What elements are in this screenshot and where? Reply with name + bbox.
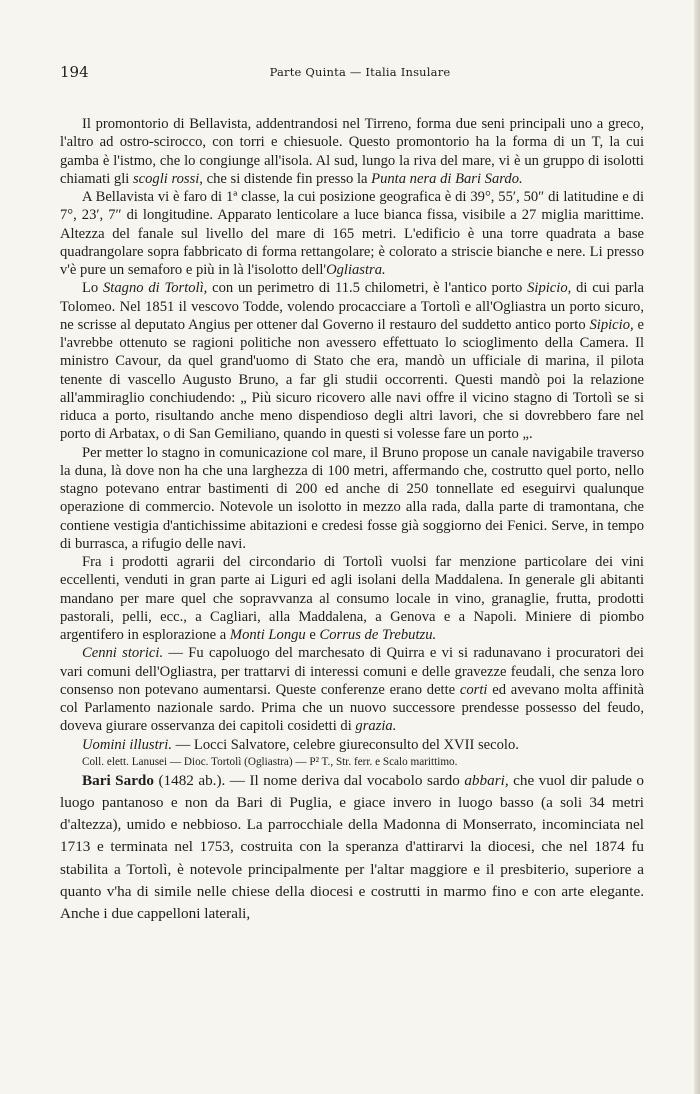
text-run: A Bellavista vi è faro di 1ª classe, la cui posizione geografica è di 39°, 55′, 50″ di latitudine e di 7°, 23′, 7″ di longitudine. Apparato lenticolare a luce bianca fissa, visibile a 27 miglia marittime. Altezza del fanale sul livello del mare di 165 metri. L'edificio è una torre quadrata a base quadrangolare sopra fabbricato di forma rettangolare; è colorato a striscie bianche e nere. Li presso v'è pure un semaforo e più in là l'isolotto dell' <box>60 189 644 278</box>
italic-term: Corrus de Trebutzu. <box>319 627 437 643</box>
paragraph-canale <box>60 444 644 554</box>
italic-term: Monti Longu <box>229 627 306 643</box>
paragraph-cenni-storici <box>60 644 644 735</box>
text-run: Per metter lo stagno in comunicazione col mare, il Bruno propose un canale navigabile traverso la duna, là dove non ha che una larghezza di 100 metri, affermando che, costrutto quel porto, nello stagno potevano entrar bastimenti di 200 ed anche di 250 tonnellate ed eseguirvi qualunque operazione di commercio. Notevole un isolotto in mezzo alla rada, dalla parte di tramontana, che contiene vestigia d'antichissime abitazioni e credesi fosse già soggiorno dei Fenici. Serve, in tempo di burrasca, a rifugio delle navi. <box>60 444 644 552</box>
italic-term: Stagno di Tortolì, <box>103 280 208 297</box>
text-run: Fra i prodotti agrarii del circondario di Tortolì vuolsi far menzione particolare dei vini eccellenti, venduti in gran parte ai Liguri ed agli isolani della Maddalena. In generale gli abitanti mandano per mare quel che sopravvanza al consumo locale in vino, granaglie, frutta, prodotti pastorali, pelli, ecc., a Cagliari, alla Maddalena, a Genova e a Napoli. Miniere di piombo argentifero in esplorazione a <box>60 554 644 643</box>
italic-term: Sipicio, <box>527 280 572 297</box>
text-run: (1482 ab.). — Il nome deriva dal vocabolo sardo <box>153 771 465 789</box>
italic-term: Punta nera di Bari Sardo. <box>371 170 523 187</box>
page-number: 194 <box>60 63 89 81</box>
paragraph-stagno <box>60 279 644 443</box>
text-run: che vuol dir palude o luogo pantanoso e non da Bari di Puglia, e giace invero in luogo basso (a soli 34 metri d'altezza), umido e nebbioso. La parrocchiale della Madonna di Monserrato, incominciata nel 1713 e terminata nel 1753, costruita con la speranza d'attirarvi la diocesi, che nel 1874 fu stabilita a Tortolì, è notevole principalmente per l'altar maggiore e il presbiterio, superiore a quanto v'ha di simile nelle chiese della diocesi e costrutti in marmo fino e con arte elegante. Anche i due cappelloni laterali, <box>60 771 644 922</box>
text-run: con un perimetro di 11.5 chilometri, è l'antico porto <box>207 280 528 297</box>
running-title: Parte Quinta — Italia Insulare <box>269 65 451 79</box>
italic-term: Ogliastra. <box>326 262 386 278</box>
text-run: e <box>305 627 320 643</box>
text-run: di cui parla Tolomeo. Nel 1851 il vescovo Todde, volendo procacciare a Tortolì e all'Ogliastra un porto sicuro, ne scrisse al deputato Angius per ottener dal Governo il restauro del suddetto antico porto <box>60 280 644 333</box>
paragraph-bellavista <box>60 115 644 188</box>
text-run: che si distende fin presso la <box>202 170 372 187</box>
text-run: ed avevano molta affinità col Parlamento nazionale sardo. Prima che un nuovo successore prendesse possesso del feudo, doveva giurare osservanza dei capitoli cosidetti di <box>60 681 644 735</box>
text-run: — Fu capoluogo del marchesato di Quirra e vi si radunavano i procuratori dei vari comuni dell'Ogliastra, per trattarvi di interessi comuni e delle gravezze feudali, che senza loro consenso non potevano aumentarsi. Queste conferenze erano dette <box>60 645 644 698</box>
text-run: — Locci Salvatore, celebre giureconsulto del XVII secolo. <box>172 736 519 753</box>
italic-term: scogli rossi, <box>132 170 203 187</box>
italic-term: grazia. <box>355 718 397 735</box>
italic-term: Sipicio, <box>589 316 634 333</box>
collegio-line: Coll. elett. Lanusei — Dioc. Tortolì (Ogliastra) — P² T., Str. ferr. e Scalo marittimo. <box>82 755 458 768</box>
page-edge <box>694 0 700 1094</box>
section-label: Uomini illustri. <box>82 736 173 753</box>
paragraph-prodotti <box>60 553 644 644</box>
italic-term: corti <box>459 681 488 698</box>
paragraph-faro <box>60 188 644 279</box>
italic-term: abbari, <box>464 771 509 789</box>
body-text <box>60 115 644 925</box>
text-run: Lo <box>82 280 103 297</box>
entry-title: Bari Sardo <box>82 771 154 789</box>
paragraph-uomini-illustri <box>60 736 644 754</box>
text-run: e l'avrebbe ottenuto se ragioni politiche non avessero effettuato lo scioglimento della Camera. Il ministro Cavour, da quel grand'uomo di Stato che era, mandò un ufficiale di marina, il pilota tenente di vascello Augusto Bruno, a far gli studii occorrenti. Questi mandò poi la relazione all'ammiraglio conchiudendo: „ Più sicuro ricovero alle navi offre il vicino stagno di Tortolì se si riduca a porto, risultando anche meno dispendioso degli altri lavori, che si dovrebbero fare nel porto di Arbatax, o di San Gemiliano, quando in questi si volesse fare un porto „. <box>60 316 644 443</box>
text-run: Il promontorio di Bellavista, addentrandosi nel Tirreno, forma due seni principali uno a greco, l'altro ad ostro-scirocco, con torri e chiesuole. Questo promontorio ha la forma di un T, la cui gamba è l'istmo, che lo congiunge all'isola. Al sud, lungo la riva del mare, vi è un gruppo di isolotti chiamati gli <box>60 116 644 187</box>
section-label: Cenni storici. <box>82 645 164 662</box>
entry-bari-sardo <box>60 770 644 925</box>
page-header <box>60 63 660 83</box>
